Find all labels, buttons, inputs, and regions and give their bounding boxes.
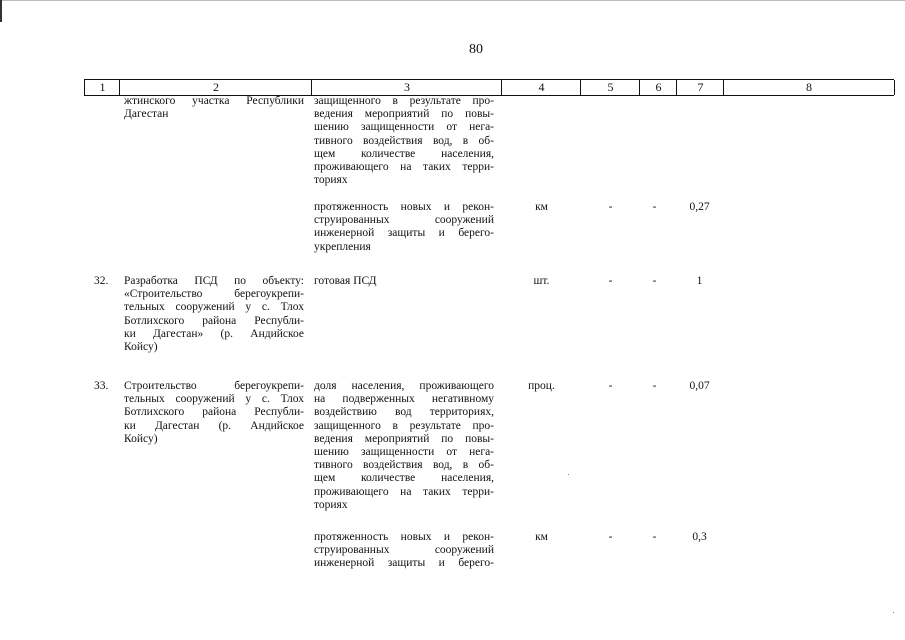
column-6-value: - [652,201,657,213]
table-row-32-name [124,275,304,354]
table-column-header-row [84,79,894,96]
indicator-line: тивного воздействия вод, в об- [314,459,494,472]
column-5-value: - [608,380,613,392]
name-line: Койсу) [124,432,158,445]
table-row-continuation-name [124,95,304,121]
column-7-value: 0,07 [689,380,710,392]
indicator-line: шению защищенности от нега- [314,446,494,459]
column-header-6: 6 [639,80,677,95]
name-line: ки Дагестан (р. Андийское [124,419,304,432]
indicator-line: ториях [314,174,348,187]
name-line: ки Дагестан» (р. Андийское [124,327,304,340]
name-line: Ботлихского района Республи- [124,406,304,419]
column-header-2: 2 [119,80,312,95]
column-5-value: - [608,275,613,287]
unit-value: км [535,531,548,543]
column-5-value: - [608,201,613,213]
scan-speck [568,474,569,475]
indicator-line: шению защищенности от нега- [314,121,494,134]
unit-value: шт. [533,275,550,287]
name-line: Разработка ПСД по объекту: [124,275,304,287]
indicator-line: струированных сооружений [314,214,494,227]
indicator-line: протяженность новых и рекон- [314,201,494,213]
column-header-8: 8 [723,80,895,95]
indicator-line: проживающего на таких терри- [314,161,494,174]
indicator-text [314,531,494,571]
column-7-value: 1 [696,275,703,287]
indicator-text [314,95,494,187]
indicator-line: щем количестве населения, [314,472,494,485]
row-number: 32. [94,275,109,287]
indicator-text [314,275,494,288]
indicator-line: защищенного в результате про- [314,419,494,432]
indicator-line: защищенного в результате про- [314,95,494,107]
name-line: Ботлихского района Республи- [124,314,304,327]
scan-edge-mark [0,0,2,22]
indicator-text [314,380,494,512]
indicator-line: готовая ПСД [314,275,377,287]
indicator-line: инженерной защиты и берего- [314,227,494,240]
indicator-line: щем количестве населения, [314,147,494,160]
indicator-line: струированных сооружений [314,544,494,557]
unit-value: проц. [528,380,555,392]
indicator-line: проживающего на таких терри- [314,485,494,498]
indicator-line: ториях [314,498,348,511]
column-header-1: 1 [84,80,120,95]
indicator-line: тивного воздействия вод, в об- [314,134,494,147]
page-number: 80 [469,42,483,57]
name-line: Койсу) [124,341,158,354]
column-5-value: - [608,531,613,543]
name-line: тельных сооружений у с. Тлох [124,301,304,314]
indicator-line: протяженность новых и рекон- [314,531,494,543]
column-6-value: - [652,380,657,392]
indicator-line: инженерной защиты и берего- [314,557,494,570]
column-header-5: 5 [580,80,640,95]
indicator-line: укрепления [314,240,371,253]
indicator-line: на подверженных негативному [314,393,494,406]
indicator-line: ведения мероприятий по повы- [314,108,494,121]
scan-edge [0,0,905,1]
column-header-4: 4 [501,80,581,95]
column-7-value: 0,27 [689,201,710,213]
indicator-line: воздействию вод территориях, [314,406,494,419]
name-line: Строительство берегоукрепи- [124,380,304,392]
name-line: тельных сооружений у с. Тлох [124,393,304,406]
scan-speck [893,612,894,613]
indicator-text [314,201,494,254]
column-7-value: 0,3 [692,531,707,543]
column-header-7: 7 [676,80,724,95]
column-6-value: - [652,275,657,287]
name-line: Дагестан [124,108,169,121]
row-number: 33. [94,380,109,392]
unit-value: км [535,201,548,213]
name-line: жтинского участка Республики [124,95,304,107]
column-6-value: - [652,531,657,543]
indicator-line: ведения мероприятий по повы- [314,432,494,445]
column-header-3: 3 [311,80,502,95]
table-row-33-name [124,380,304,446]
name-line: «Строительство берегоукрепи- [124,288,304,301]
indicator-line: доля населения, проживающего [314,380,494,392]
